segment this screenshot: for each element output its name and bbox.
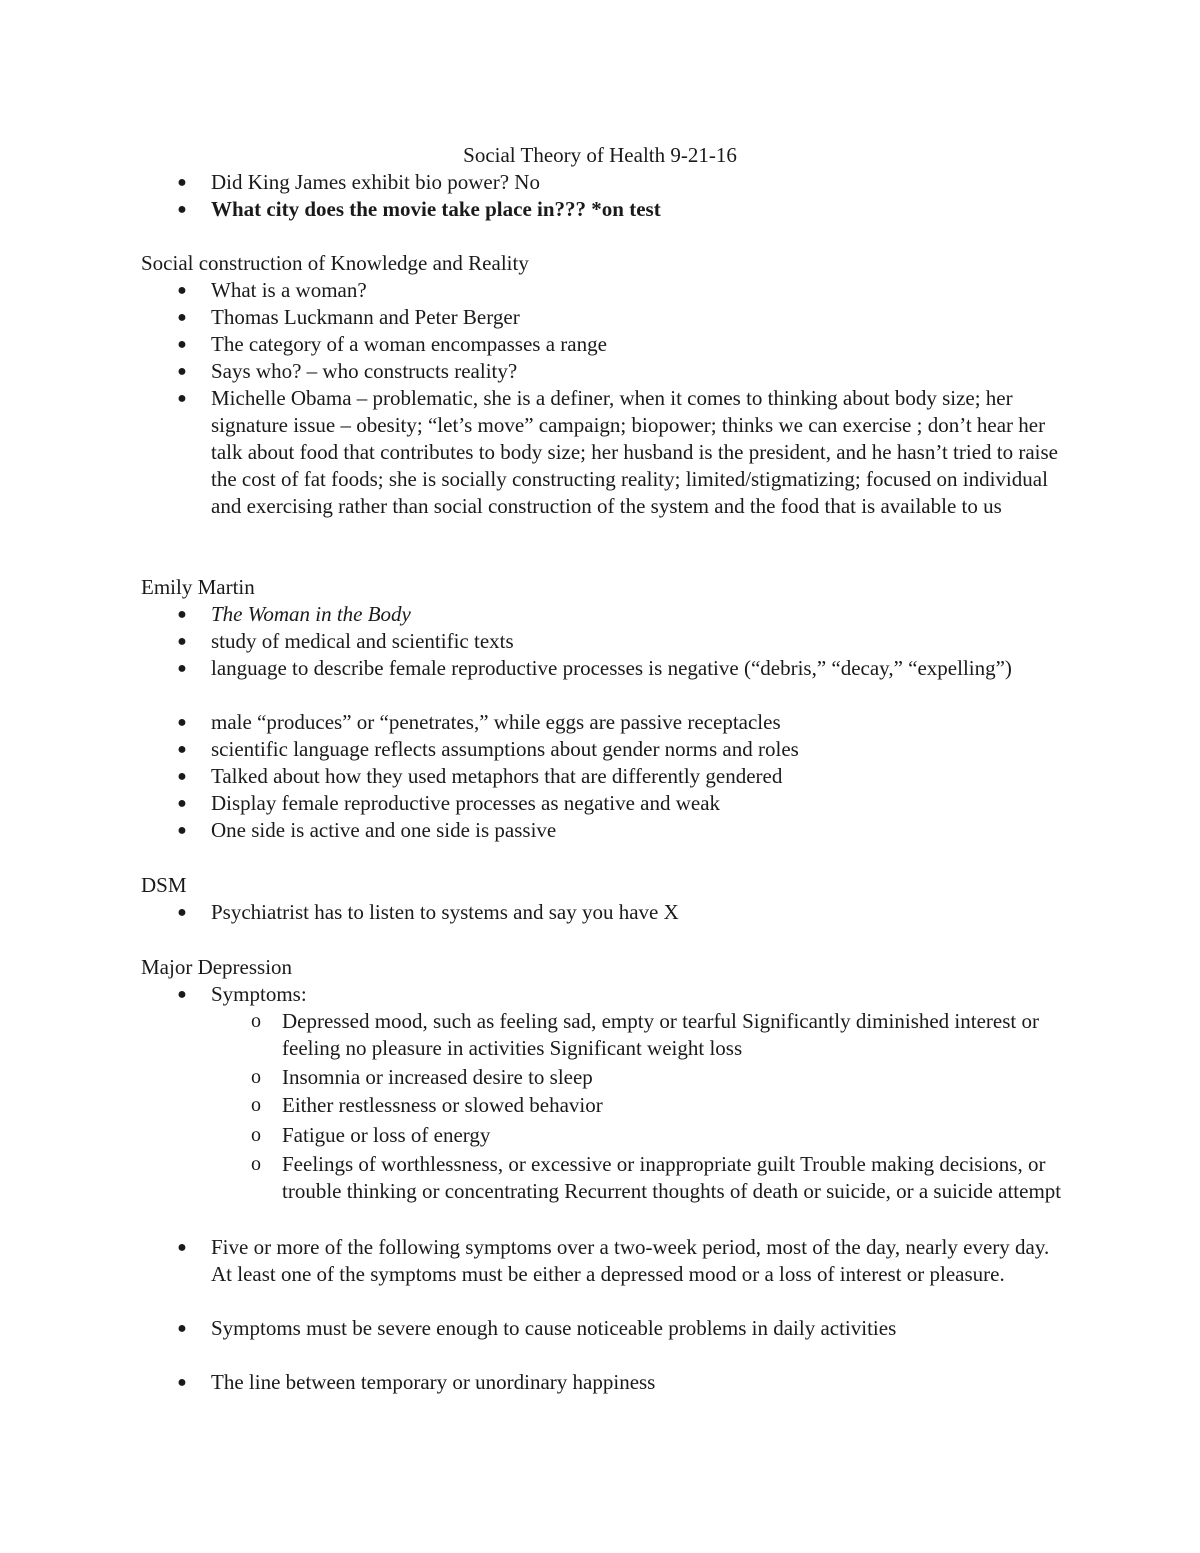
bullet-icon: ● [177,201,187,218]
list-item: ● Talked about how they used metaphors that are differently gendered [211,763,1061,790]
list-item: ● Display female reproductive processes as negative and weak [211,790,1061,817]
sub-list-item: o Depressed mood, such as feeling sad, empty or tearful Significantly diminished interest or feeling no pleasure in activities Significant weight loss [251,1009,1039,1060]
bullet-icon: ● [177,795,187,812]
list-item: ● The line between temporary or unordinary happiness [211,1369,1061,1396]
bullet-icon: ● [177,768,187,785]
list-item: ● male “produces” or “penetrates,” while eggs are passive receptacles [211,709,1061,736]
bullet-icon: ● [177,1239,187,1256]
bullet-icon: ● [177,633,187,650]
section-heading: DSM [141,873,187,897]
bullet-icon: ● [177,336,187,353]
list-item: ● Did King James exhibit bio power? No [211,169,1061,196]
section-heading: Emily Martin [141,575,255,599]
list-item: ● Michelle Obama – problematic, she is a definer, when it comes to thinking about body size; her signature issue – obesity; “let’s move” campaign; biopower; thinks we can exercise ; don’t hear her talk about food that contributes to body size; her husband is the president, and he hasn’t tried to raise the cost of fat foods; she is socially constructing reality; limited/stigmatizing; focused on individual and exercising rather than social construction of the system and the food that is available to us [211,385,1061,520]
sub-list-item: o Fatigue or loss of energy [251,1123,491,1147]
list-item: ● The category of a woman encompasses a range [211,331,1061,358]
circle-bullet-icon: o [251,1094,261,1116]
list-item: ● Symptoms must be severe enough to cause noticeable problems in daily activities [211,1315,1061,1342]
list-item: ● Psychiatrist has to listen to systems and say you have X [211,899,1061,926]
bullet-icon: ● [177,714,187,731]
circle-bullet-icon: o [251,1066,261,1088]
sub-list-item: o Feelings of worthlessness, or excessive or inappropriate guilt Trouble making decisions, or trouble thinking or concentrating Recurrent thoughts of death or suicide, or a suicide attempt [251,1152,1062,1203]
list-item: ● language to describe female reproductive processes is negative (“debris,” “decay,” “expelling”) [211,655,1061,682]
bullet-icon: ● [177,1374,187,1391]
list-item: ● What is a woman? [211,277,1061,304]
list-item: ● What city does the movie take place in??? *on test [211,196,1061,223]
list-item: ● Symptoms: [211,981,1061,1008]
document-title: Social Theory of Health 9-21-16 [463,143,737,167]
section-heading: Major Depression [141,955,293,979]
bullet-icon: ● [177,282,187,299]
circle-bullet-icon: o [251,1010,261,1032]
list-item: ● Thomas Luckmann and Peter Berger [211,304,1061,331]
circle-bullet-icon: o [251,1153,261,1175]
list-item: ● Five or more of the following symptoms over a two-week period, most of the day, nearly every day. At least one of the symptoms must be either a depressed mood or a loss of interest or pleasure. [211,1234,1061,1288]
bullet-icon: ● [177,390,187,407]
list-item: ● Says who? – who constructs reality? [211,358,1061,385]
bullet-icon: ● [177,741,187,758]
bullet-icon: ● [177,904,187,921]
sub-list-item: o Insomnia or increased desire to sleep [251,1065,593,1089]
list-item: ● One side is active and one side is passive [211,817,1061,844]
circle-bullet-icon: o [251,1124,261,1146]
list-item: ● scientific language reflects assumptions about gender norms and roles [211,736,1061,763]
sub-list-item: o Either restlessness or slowed behavior [251,1093,603,1117]
section-heading: Social construction of Knowledge and Reality [141,251,529,275]
bullet-icon: ● [177,363,187,380]
bullet-icon: ● [177,309,187,326]
bullet-icon: ● [177,606,187,623]
bullet-icon: ● [177,1320,187,1337]
bullet-icon: ● [177,986,187,1003]
bullet-icon: ● [177,822,187,839]
list-item: ● study of medical and scientific texts [211,628,1061,655]
list-item: ● The Woman in the Body [211,601,1061,628]
bullet-icon: ● [177,174,187,191]
bullet-icon: ● [177,660,187,677]
